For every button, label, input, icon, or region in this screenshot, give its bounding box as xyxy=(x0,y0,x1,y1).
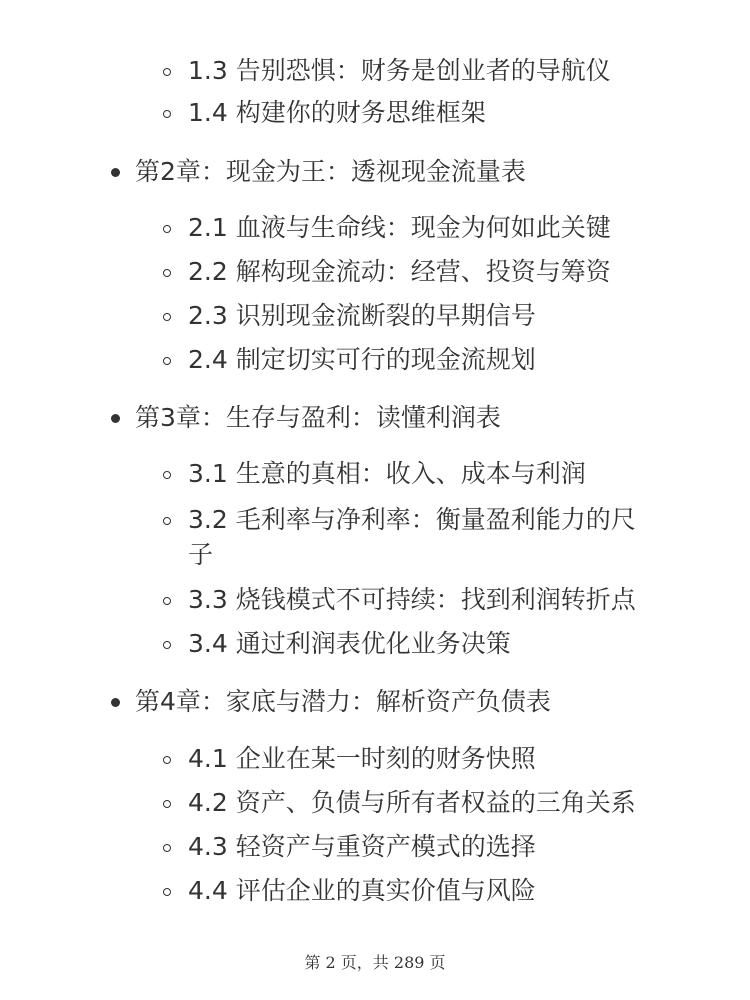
hollow-circle-icon xyxy=(163,269,171,277)
filled-bullet-icon xyxy=(111,414,120,423)
hollow-circle-icon xyxy=(163,110,171,118)
toc-section-2-4: 2.4 制定切实可行的现金流规划 xyxy=(188,345,536,374)
toc-section-1-4: 1.4 构建你的财务思维框架 xyxy=(188,98,486,127)
toc-section-3-3: 3.3 烧钱模式不可持续：找到利润转折点 xyxy=(188,585,636,614)
toc-chapter-3: 第3章：生存与盈利：读懂利润表 xyxy=(135,403,501,432)
hollow-circle-icon xyxy=(163,471,171,479)
hollow-circle-icon xyxy=(163,225,171,233)
hollow-circle-icon xyxy=(163,357,171,365)
toc-section-3-2-continuation: 子 xyxy=(188,540,214,569)
hollow-circle-icon xyxy=(163,888,171,896)
toc-section-4-1: 4.1 企业在某一时刻的财务快照 xyxy=(188,744,536,773)
page-number-footer: 第 2 页，共 289 页 xyxy=(304,953,446,972)
hollow-circle-icon xyxy=(163,597,171,605)
toc-section-4-4: 4.4 评估企业的真实价值与风险 xyxy=(188,876,536,905)
toc-section-2-1: 2.1 血液与生命线：现金为何如此关键 xyxy=(188,213,611,242)
hollow-circle-icon xyxy=(163,844,171,852)
hollow-circle-icon xyxy=(163,68,171,76)
toc-section-3-2: 3.2 毛利率与净利率：衡量盈利能力的尺 xyxy=(188,505,636,534)
toc-section-4-2: 4.2 资产、负债与所有者权益的三角关系 xyxy=(188,788,636,817)
toc-section-3-4: 3.4 通过利润表优化业务决策 xyxy=(188,629,511,658)
hollow-circle-icon xyxy=(163,800,171,808)
hollow-circle-icon xyxy=(163,641,171,649)
toc-section-3-1: 3.1 生意的真相：收入、成本与利润 xyxy=(188,459,586,488)
toc-chapter-4: 第4章：家底与潜力：解析资产负债表 xyxy=(135,687,551,716)
hollow-circle-icon xyxy=(163,756,171,764)
hollow-circle-icon xyxy=(163,313,171,321)
hollow-circle-icon xyxy=(163,517,171,525)
toc-section-1-3: 1.3 告别恐惧：财务是创业者的导航仪 xyxy=(188,56,611,85)
toc-section-2-2: 2.2 解构现金流动：经营、投资与筹资 xyxy=(188,257,611,286)
filled-bullet-icon xyxy=(111,168,120,177)
toc-chapter-2: 第2章：现金为王：透视现金流量表 xyxy=(135,157,526,186)
filled-bullet-icon xyxy=(111,698,120,707)
toc-section-2-3: 2.3 识别现金流断裂的早期信号 xyxy=(188,301,536,330)
toc-section-4-3: 4.3 轻资产与重资产模式的选择 xyxy=(188,832,536,861)
